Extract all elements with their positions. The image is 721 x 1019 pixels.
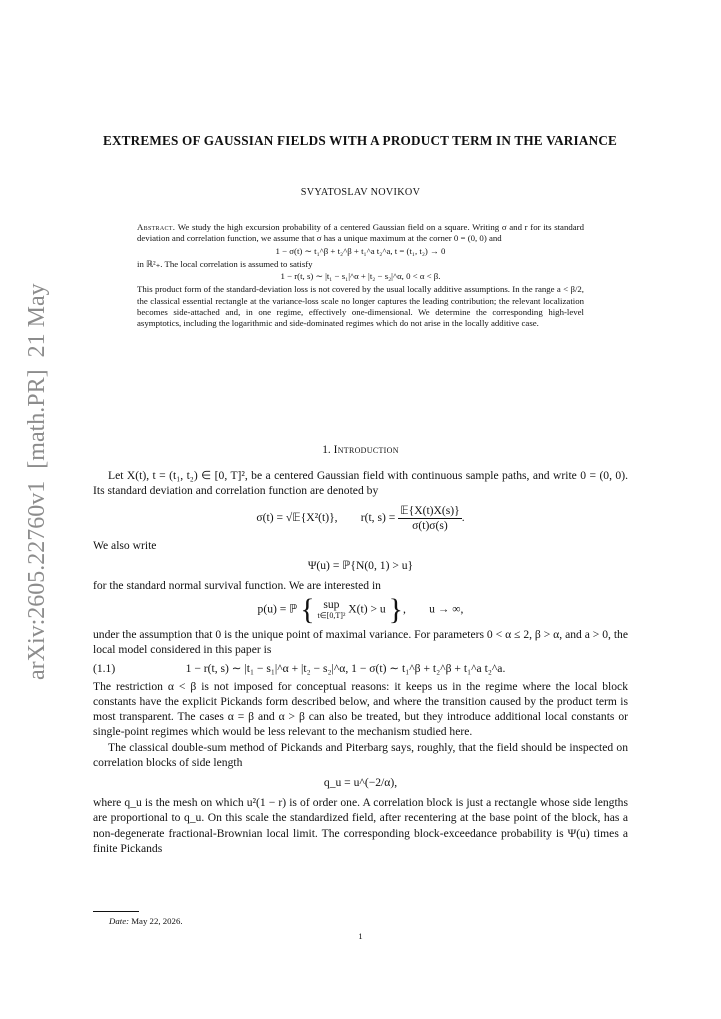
- eq-p-limit: u → ∞,: [429, 602, 464, 616]
- abstract-p2: in ℝ²₊. The local correlation is assumed to satisfy: [137, 258, 313, 269]
- body-p7: where q_u is the mesh on which u²(1 − r) is of order one. A correlation block is just a rectangle whose side lengths are proportional to q_u. On this scale the standardized field, after recentering at the base point of the block, has a non-degenerate fractional-Brownian local limit. The corresponding block-exceedance probability is Ψ(u) times a finite Pickands: [93, 796, 628, 855]
- paper-title: EXTREMES OF GAUSSIAN FIELDS WITH A PRODUCT TERM IN THE VARIANCE: [102, 133, 618, 148]
- eq-p-sup: [318, 599, 346, 621]
- equation-1-1: [93, 661, 628, 676]
- body-p4: under the assumption that 0 is the unique point of maximal variance. For parameters 0 < α ≤ 2, β > α, and a > 0, the local model considered in this paper is: [93, 628, 628, 657]
- eq-r-lhs: r(t, s) =: [360, 510, 396, 524]
- eq-p-lhs: p(u) = ℙ: [257, 602, 298, 616]
- eq-psi: Ψ(u) = ℙ{N(0, 1) > u}: [307, 558, 414, 572]
- equation-number: (1.1): [93, 661, 116, 675]
- body-p2: We also write: [93, 538, 157, 552]
- body-p1: Let X(t), t = (t₁, t₂) ∈ [0, T]², be a centered Gaussian field with continuous sample paths, and write 0 = (0, 0). Its standard deviation and correlation function are denoted by: [93, 469, 628, 498]
- arxiv-stamp: [18, 282, 52, 682]
- section-heading: [93, 443, 628, 458]
- body-p3: for the standard normal survival function. We are interested in: [93, 579, 381, 593]
- eq-p: p(u) = ℙ { sup t∈[0,T]² X(t) > u }, u → ∞,: [257, 593, 464, 627]
- footnote-text: May 22, 2026.: [131, 916, 183, 926]
- abstract-eq2: 1 − r(t, s) ∼ |t₁ − s₁|^α + |t₂ − s₂|^α, 0 < α < β.: [280, 271, 441, 282]
- abstract-label: Abstract.: [137, 222, 176, 232]
- abstract: [137, 222, 584, 330]
- eq-p-sup-sub: t∈[0,T]²: [317, 611, 346, 621]
- footnote: [109, 916, 183, 926]
- equation-1-1-body: 1 − r(t, s) ∼ |t₁ − s₁|^α + |t₂ − s₂|^α, 1 − σ(t) ∼ t₁^β + t₂^β + t₁^a t₂^a.: [185, 661, 506, 675]
- body-p5: The restriction α < β is not imposed for conceptual reasons: it keeps us in the regime where the local block constants have the explicit Pickands form described below, and where the transition caused by the product term is most transparent. The cases α = β and α > β can also be treated, but they introduce additional local constants or single-point regimes which would be less relevant to the mechanism studied here.: [93, 679, 628, 739]
- eq-p-rest: X(t) > u: [348, 602, 386, 616]
- footnote-rule: [93, 911, 139, 912]
- page-number: 1: [358, 931, 363, 941]
- eq-r-fraction: [398, 504, 462, 533]
- abstract-p1: We study the high excursion probability of a centered Gaussian field on a square. Writing σ and r for its standard deviation and correlation function, we assume that σ has a unique maximum at the corner 0 = (0, 0) and: [137, 222, 584, 244]
- eq-sigma: σ(t) = √𝔼{X²(t)},: [256, 510, 338, 524]
- author: SVYATOSLAV NOVIKOV: [300, 187, 421, 198]
- footnote-label: Date:: [109, 916, 130, 926]
- eq-q: q_u = u^(−2/α),: [323, 776, 398, 790]
- eq-sigma-r: σ(t) = √𝔼{X²(t)}, r(t, s) = $\frac{\text{𝔼\{X(t)X(s)\}}}{\sigma(t)\sigma(s)}$ .: [256, 503, 465, 532]
- arxiv-id: arXiv:2605.22760v1 [math.PR] 21 May 2026: [24, 282, 50, 680]
- main-text: [93, 443, 628, 856]
- eq-r-numerator: 𝔼{X(t)X(s)}: [400, 503, 460, 517]
- abstract-eq1: 1 − σ(t) ∼ t₁^β + t₂^β + t₁^a t₂^a, t = (t₁, t₂) → 0: [275, 245, 446, 256]
- abstract-p3: This product form of the standard-deviation loss is not covered by the usual locally additive assumptions. In the range a < β/2, the classical essential rectangle at the variance-loss scale no longer captures the leading contribution; the relevant localization becomes side-attached and, in one regime, effectively one-dimensional. We determine the corresponding high-level asymptotics, including the logarithmic and side-dominated regimes which do not arise in the locally additive case.: [137, 284, 584, 329]
- eq-p-sup-word: sup: [323, 598, 340, 612]
- eq-r-denominator: σ(t)σ(s): [412, 518, 448, 532]
- section-title: Introduction: [333, 444, 399, 456]
- body-p6: The classical double-sum method of Pickands and Piterbarg says, roughly, that the field should be inspected on correlation blocks of side length: [93, 740, 628, 769]
- section-number: 1.: [322, 444, 331, 456]
